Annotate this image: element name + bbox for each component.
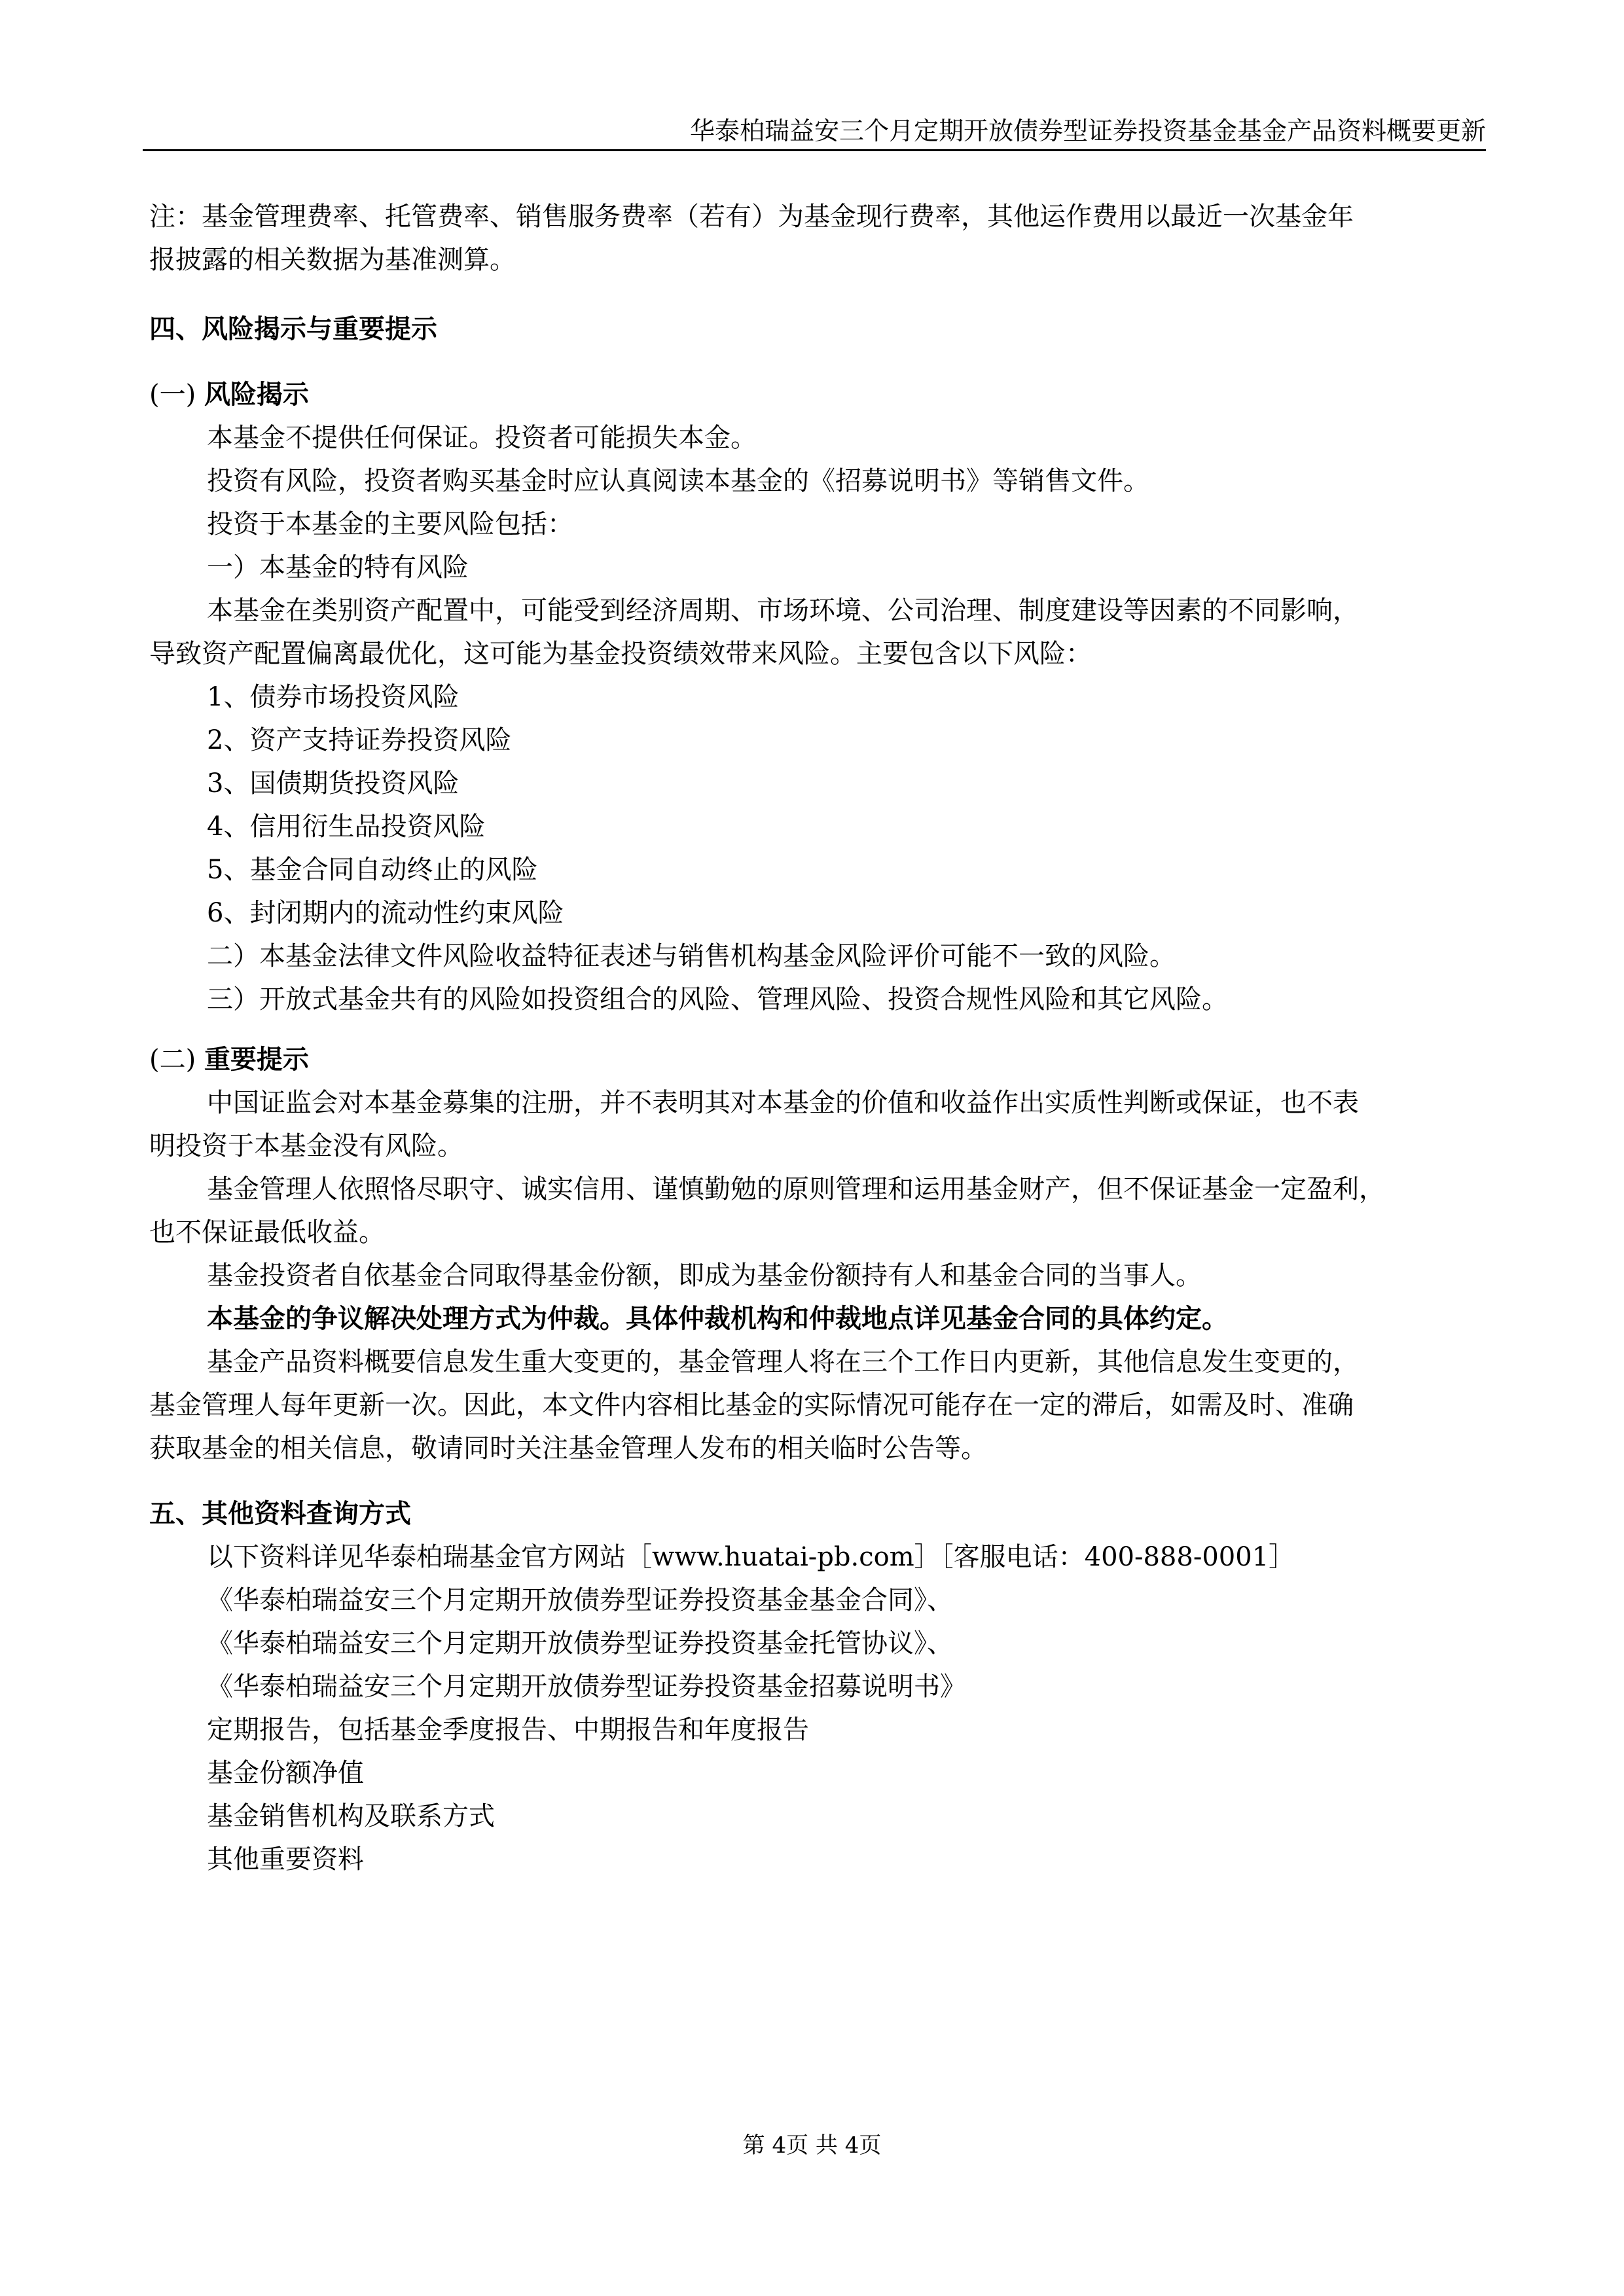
risk-p3: 投资于本基金的主要风险包括： — [207, 509, 573, 539]
risk-p5-line-2: 导致资产配置偏离最优化，这可能为基金投资绩效带来风险。主要包含以下风险： — [149, 639, 1092, 669]
important-p1-line-2: 明投资于本基金没有风险。 — [149, 1131, 463, 1161]
page-header-title: 华泰柏瑞益安三个月定期开放债券型证券投资基金基金产品资料概要更新 — [689, 117, 1486, 145]
important-p2-line-2: 也不保证最低收益。 — [149, 1217, 385, 1247]
important-p5-line-1: 基金产品资料概要信息发生重大变更的，基金管理人将在三个工作日内更新，其他信息发生变更的， — [207, 1347, 1359, 1377]
other-info-item: 基金销售机构及联系方式 — [207, 1801, 495, 1831]
risk-item: 6、封闭期内的流动性约束风险 — [207, 898, 564, 928]
risk-item: 1、债券市场投资风险 — [207, 682, 460, 712]
other-info-item: 其他重要资料 — [207, 1844, 364, 1874]
other-info-item: 定期报告，包括基金季度报告、中期报告和年度报告 — [207, 1715, 809, 1745]
important-notice-prefix: (二) — [149, 1045, 196, 1075]
risk-item: 4、信用衍生品投资风险 — [207, 812, 486, 842]
risk-disclosure-heading — [149, 373, 1485, 416]
risk-item: 3、国债期货投资风险 — [207, 768, 460, 798]
note-line-2: 报披露的相关数据为基准测算。 — [149, 245, 516, 275]
risk-p1: 本基金不提供任何保证。投资者可能损失本金。 — [207, 423, 757, 453]
important-notice-label: 重要提示 — [204, 1044, 309, 1075]
arbitration-notice: 本基金的争议解决处理方式为仲裁。具体仲裁机构和仲裁地点详见基金合同的具体约定。 — [207, 1303, 1228, 1334]
header-rule — [143, 149, 1486, 151]
note-line-1: 注：基金管理费率、托管费率、销售服务费率（若有）为基金现行费率，其他运作费用以最近一次基金年 — [149, 202, 1354, 232]
other-info-item: 《华泰柏瑞益安三个月定期开放债券型证券投资基金招募说明书》 — [207, 1672, 966, 1702]
important-p2-line-1: 基金管理人依照恪尽职守、诚实信用、谨慎勤勉的原则管理和运用基金财产，但不保证基金一定盈利， — [207, 1174, 1385, 1204]
risk-p2: 投资有风险，投资者购买基金时应认真阅读本基金的《招募说明书》等销售文件。 — [207, 466, 1149, 496]
risk-p7: 三）开放式基金共有的风险如投资组合的风险、管理风险、投资合规性风险和其它风险。 — [207, 984, 1228, 1014]
other-info-item: 基金份额净值 — [207, 1758, 364, 1788]
important-p1-line-1: 中国证监会对本基金募集的注册，并不表明其对本基金的价值和收益作出实质性判断或保证，也不表 — [207, 1088, 1359, 1118]
important-p5-line-3: 获取基金的相关信息，敬请同时关注基金管理人发布的相关临时公告等。 — [149, 1433, 987, 1463]
section-5-title: 五、其他资料查询方式 — [149, 1498, 411, 1529]
important-p5-line-2: 基金管理人每年更新一次。因此，本文件内容相比基金的实际情况可能存在一定的滞后，如需及时、准确 — [149, 1390, 1354, 1420]
risk-item: 5、基金合同自动终止的风险 — [207, 855, 538, 885]
other-info-item: 《华泰柏瑞益安三个月定期开放债券型证券投资基金托管协议》、 — [207, 1628, 953, 1659]
important-p3: 基金投资者自依基金合同取得基金份额，即成为基金份额持有人和基金合同的当事人。 — [207, 1261, 1202, 1291]
page-number: 第 4页 共 4页 — [742, 2132, 882, 2159]
other-info-intro: 以下资料详见华泰柏瑞基金官方网站［www.huatai-pb.com］［客服电话：400-888-0001］ — [207, 1542, 1295, 1572]
risk-p4: 一）本基金的特有风险 — [207, 552, 469, 583]
important-notice-heading — [149, 1038, 1485, 1081]
risk-disclosure-prefix: (一) — [149, 380, 196, 410]
risk-p6: 二）本基金法律文件风险收益特征表述与销售机构基金风险评价可能不一致的风险。 — [207, 941, 1176, 971]
risk-disclosure-label: 风险揭示 — [204, 379, 309, 410]
other-info-item: 《华泰柏瑞益安三个月定期开放债券型证券投资基金基金合同》、 — [207, 1585, 953, 1615]
section-4-title: 四、风险揭示与重要提示 — [149, 314, 437, 344]
risk-p5-line-1: 本基金在类别资产配置中，可能受到经济周期、市场环境、公司治理、制度建设等因素的不同影响， — [207, 596, 1359, 626]
document-body — [149, 195, 1485, 1881]
risk-item: 2、资产支持证券投资风险 — [207, 725, 512, 755]
